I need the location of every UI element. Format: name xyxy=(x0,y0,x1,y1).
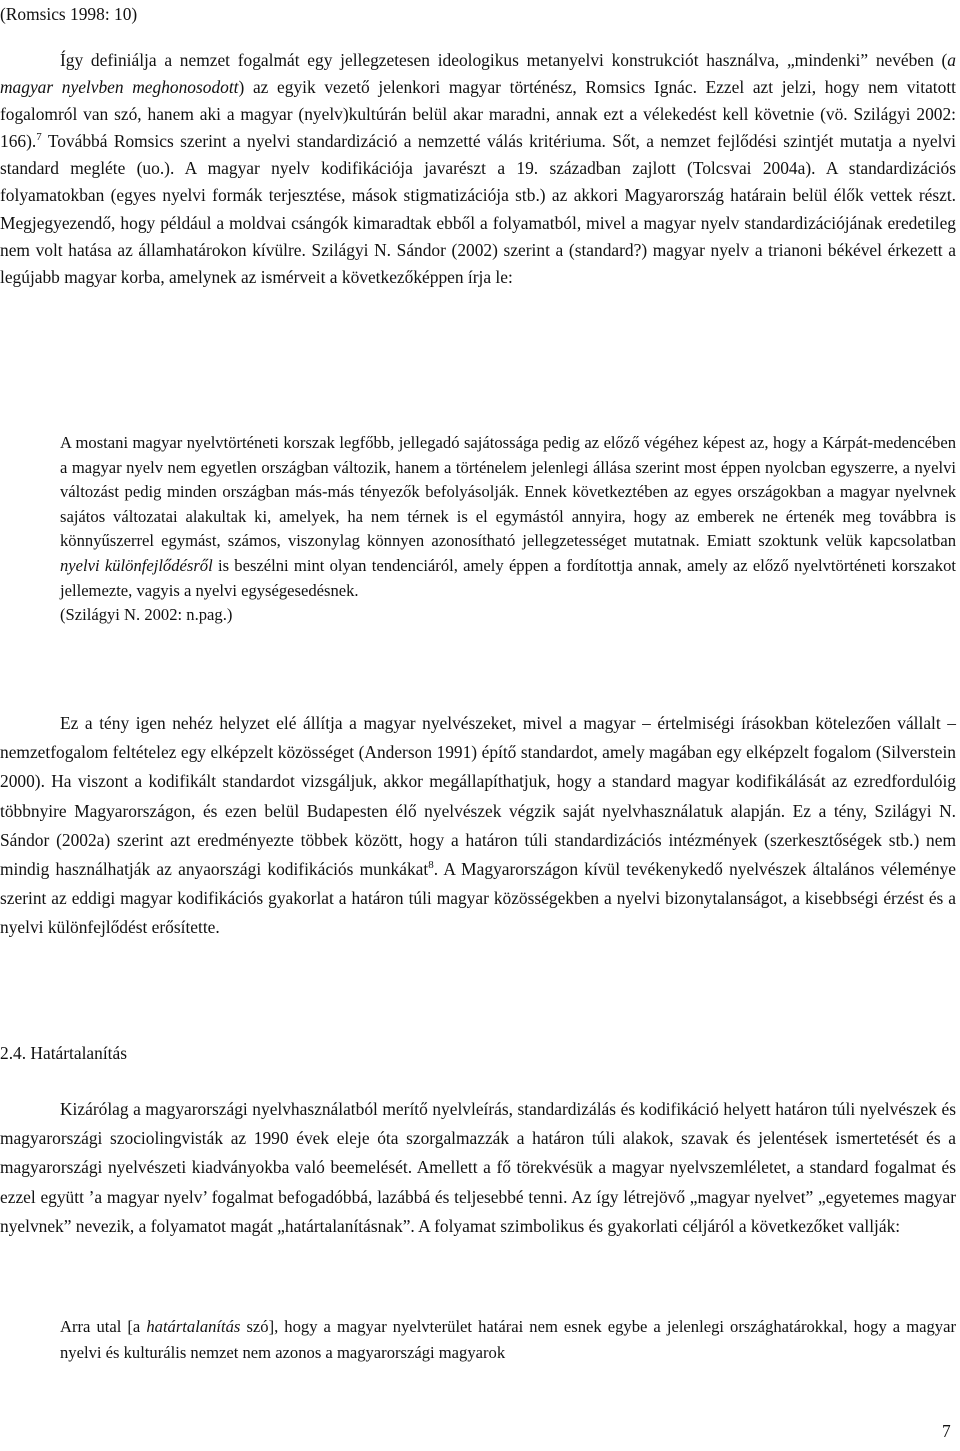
quote-1-italic: nyelvi különfejlődésről xyxy=(60,555,213,575)
paragraph-2-text-a: Ez a tény igen nehéz helyzet elé állítja a magyar nyelvészeket, mivel a magyar – értelmiségi írásokban kötelezően vállalt – nemzetfogalom feltételez egy elképzelt közösséget (Anderson 1991) építő standardot, amely magában egy elképzelt fogalom (Silverstein 2000). Ha viszont a kodifikált standardot vizsgáljuk, akkor megállapíthatjuk, hogy a standard magyar kodifikálását az ezredfordulóig többnyire Magyarországon, és ezen belül Budapesten élő nyelvészek végzik saját nyelvhasználatuk alapján. Ez a tény, Szilágyi N. Sándor (2002a) szerint azt eredményezte többek között, hogy a határon túli standardizációs intézmények (szerkesztőségek stb.) nem mindig használhatják az anyaországi kodifikációs munkákat xyxy=(0,713,956,880)
paragraph-1-text-c: Továbbá Romsics szerint a nyelvi standardizáció a nemzetté válás kritériuma. Sőt, a nemzet fejlődési szintjét mutatja a nyelvi standard megléte (uo.). A magyar nyelv kodifikációja javarészt a 19. században zajlott (Tolcsvai 2004a). A standardizációs folyamatokban (egyes nyelvi formák terjesztése, mások stigmatizációja stb.) az akkori Magyarország határain belül élők vettek részt. Megjegyezendő, hogy például a moldvai csángók kimaradtak ebből a folyamatból, mivel a magyar nyelv standardizációjának eredetileg nem volt hatása az államhatárokon kívülre. Szilágyi N. Sándor (2002) szerint a (standard?) magyar nyelv a trianoni békével érkezett a legújabb magyar korba, amelynek az ismérveit a következőképpen írja le: xyxy=(0,131,956,287)
paragraph-1-text-a: Így definiálja a nemzet fogalmát egy jellegzetesen ideologikus metanyelvi konstrukciót használva, „mindenki” nevében ( xyxy=(60,50,948,70)
footnote-mark-8[interactable]: 8 xyxy=(428,859,434,872)
quote-2-text-b: szó], hogy a magyar nyelvterület határai nem esnek egybe a jelenlegi országhatárokkal, hogy a magyar nyelvi és kulturális nemzet nem azonos a magyarországi magyarok xyxy=(60,1317,956,1362)
paragraph-1-text-b: ) az egyik vezető jelenkori magyar történész, Romsics Ignác. Ezzel azt jelzi, hogy nem vitatott fogalomról van szó, hanem aki a magyar (nyelv)kultúrán belül akar maradni, annak ezt a vélekedést kell követnie (vö. Szilágyi 2002: 166). xyxy=(0,77,956,152)
paragraph-2-text-b: . A Magyarországon kívül tevékenykedő nyelvészek általános véleménye szerint az eddigi magyar kodifikációs gyakorlat a határon túli magyar közösségekben a nyelvi bizonytalanságot, a kisebbségi érzést és a nyelvi különfejlődést erősítette. xyxy=(0,859,956,938)
block-quote-1-citation: (Szilágyi N. 2002: n.pag.) xyxy=(60,605,233,625)
footnote-mark-7[interactable]: 7 xyxy=(36,131,42,144)
section-heading: 2.4. Határtalanítás xyxy=(0,1043,127,1063)
paragraph-3: Kizárólag a magyarországi nyelvhasználatból merítő nyelvleírás, standardizálás és kodifikáció helyett határon túli nyelvészek és magyarországi szociolingvisták az 1990 évek eleje óta szorgalmazzák a határon túli alakok, szavak és jelentések ismertetését és a magyarországi nyelvészeti kiadványokba való beemelését. Amellett a fő törekvésük a magyar nyelvszemléletet, a standard fogalmat és ezzel együtt ’a magyar nyelv’ fogalmat befogadóbbá, lazábbá és teljesebbé tenni. Az így létrejövő „magyar nyelvet” „egyetemes magyar nyelvnek” nevezik, a folyamatot magát „határtalanításnak”. A folyamat szimbolikus és gyakorlati céljáról a következőket vallják: xyxy=(0,1099,956,1236)
quote-2-text-a: Arra utal [a xyxy=(60,1317,147,1336)
paragraph-1-italic: a magyar nyelvben meghonosodott xyxy=(0,50,956,98)
page-number: 7 xyxy=(942,1421,951,1441)
block-quote-1 xyxy=(60,431,956,628)
quote-1-text-a: A mostani magyar nyelvtörténeti korszak legfőbb, jellegadó sajátossága pedig az előző végéhez képest az, hogy a Kárpát-medencében a magyar nyelv nem egyetlen országban változik, hanem a történelem jelenlegi állása szerint most éppen nyolcban egyszerre, a nyelvi változást pedig minden országban más-más tényezők befolyásolják. Ennek következtében az egyes országokban a magyar nyelvnek sajátos változatai alakultak ki, amelyek, ha nem térnek is el egymástól annyira, hogy az emberek ne értenék meg továbbra is könnyűszerrel egymást, számos, viszonylag könnyen azonosítható jellegzetességet mutatnak. Emiatt szoktunk velük kapcsolatban xyxy=(60,433,956,551)
block-quote-1-text xyxy=(60,431,956,603)
header-reference: (Romsics 1998: 10) xyxy=(0,4,138,24)
paragraph-1 xyxy=(0,47,956,291)
paragraph-2 xyxy=(0,709,956,943)
block-quote-2 xyxy=(60,1314,956,1366)
quote-2-italic: határtalanítás xyxy=(146,1317,241,1336)
quote-1-text-b: is beszélni mint olyan tendenciáról, amely éppen a fordítottja annak, amely az előző nyelvtörténeti korszakot jellemezte, vagyis a nyelvi egységesedésnek. xyxy=(60,555,956,600)
